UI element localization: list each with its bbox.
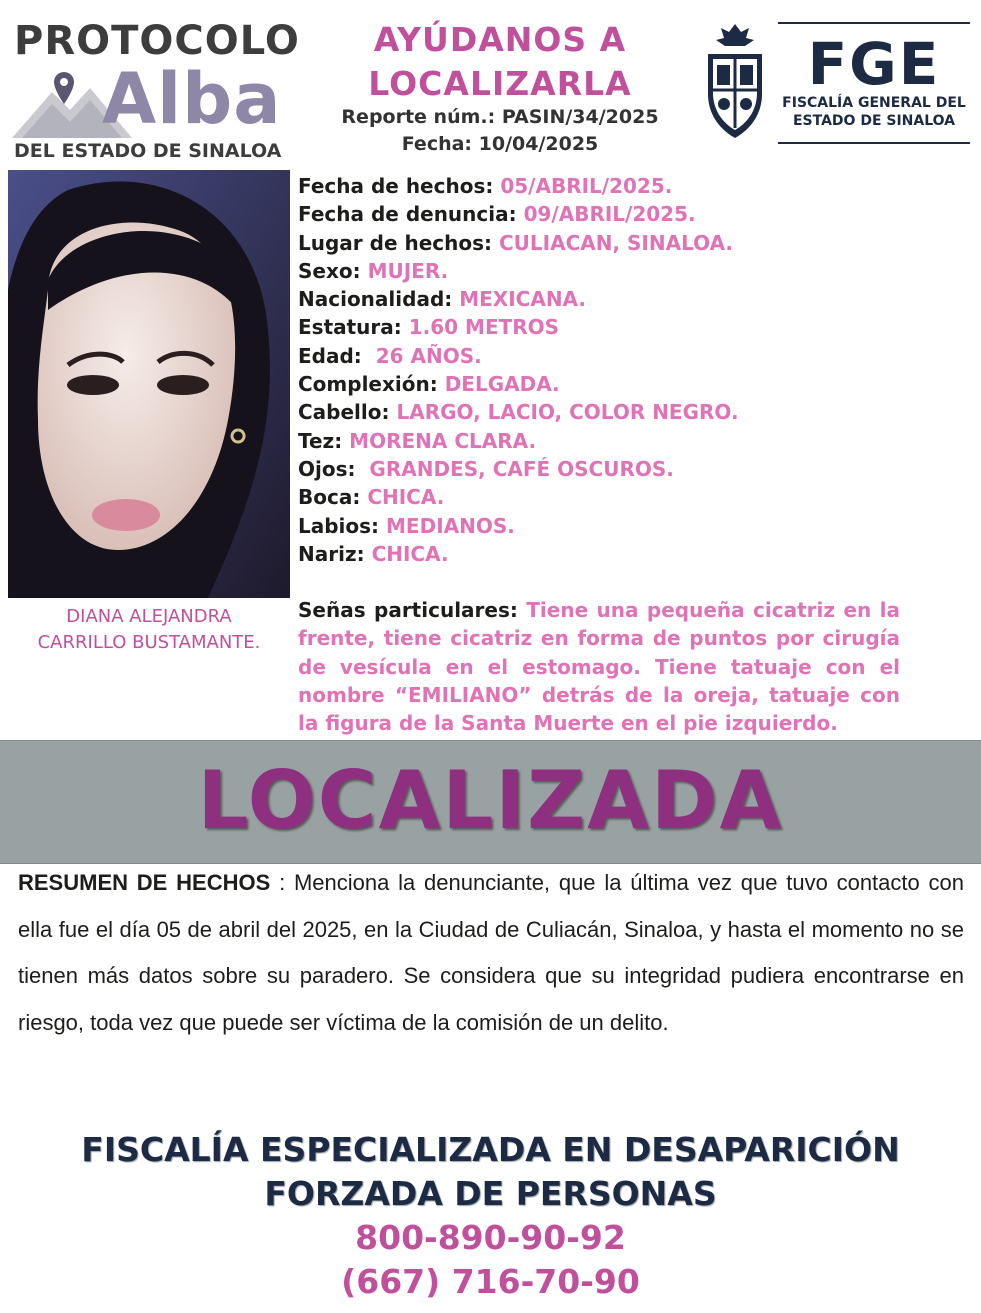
sinaloa-seal-icon (700, 20, 770, 142)
detail-label: Cabello: (298, 400, 390, 425)
summary-paragraph (18, 860, 964, 1046)
detail-row (298, 200, 958, 228)
detail-row (298, 398, 958, 426)
detail-row (298, 483, 958, 511)
detail-row (298, 257, 958, 285)
alba-wordmark: Alba (102, 58, 282, 140)
detail-label: Complexión: (298, 372, 438, 397)
person-photo (8, 170, 290, 598)
phone-number-2[interactable]: (667) 716-70-90 (341, 1262, 640, 1301)
portrait-image (8, 170, 290, 598)
help-title-line1: AYÚDANOS A (373, 20, 627, 59)
help-title (330, 18, 670, 106)
fge-subtitle-line1: FISCALÍA GENERAL DEL (782, 95, 966, 111)
alba-protocolo-text: PROTOCOLO (14, 18, 300, 64)
detail-label: Nacionalidad: (298, 287, 453, 312)
detail-row (298, 285, 958, 313)
person-name (8, 604, 290, 656)
footer-line2: FORZADA DE PERSONAS (264, 1174, 717, 1213)
detail-value: 26 AÑOS. (368, 343, 482, 368)
detail-row (298, 512, 958, 540)
detail-value: MORENA CLARA. (349, 428, 537, 453)
detail-label: Nariz: (298, 541, 365, 566)
summary-label: RESUMEN DE HECHOS (18, 870, 271, 895)
detail-label: Boca: (298, 485, 361, 510)
report-date: Fecha: 10/04/2025 (401, 133, 599, 155)
detail-label: Fecha de hechos: (298, 174, 494, 198)
help-title-line2: LOCALIZARLA (368, 64, 632, 103)
detail-value: LARGO, LACIO, COLOR NEGRO. (396, 400, 739, 425)
senas-label: Señas particulares: (298, 598, 518, 622)
detail-value: CHICA. (367, 485, 445, 510)
fge-subtitle-line2: ESTADO DE SINALOA (792, 113, 956, 129)
detail-label: Lugar de hechos: (298, 230, 493, 255)
detail-row (298, 427, 958, 455)
footer-title (0, 1128, 981, 1216)
detail-value: GRANDES, CAFÉ OSCUROS. (362, 456, 674, 481)
detail-value: MUJER. (367, 258, 449, 283)
detail-row (298, 370, 958, 398)
footer-line1: FISCALÍA ESPECIALIZADA EN DESAPARICIÓN (81, 1130, 900, 1169)
detail-value: 05/ABRIL/2025. (500, 174, 673, 198)
detail-label: Tez: (298, 428, 343, 453)
person-name-line1: DIANA ALEJANDRA (66, 606, 232, 627)
alba-subtitle: DEL ESTADO DE SINALOA (14, 140, 282, 162)
detail-value: MEDIANOS. (386, 513, 515, 538)
detail-label: Sexo: (298, 258, 361, 283)
detail-row (298, 172, 958, 200)
detail-label: Ojos: (298, 456, 356, 481)
detail-value: MEXICANA. (459, 287, 587, 312)
detail-row (298, 540, 958, 568)
person-details (298, 172, 958, 568)
detail-label: Estatura: (298, 315, 402, 340)
detail-value: 1.60 METROS (408, 315, 560, 340)
senas-value: Tiene una pequeña cicatriz en la frente, tiene cicatriz en forma de puntos por cirugía de vesícula en el estomago. Tiene tatuaje con el nombre “EMILIANO” detrás de la oreja, tatuaje con la figura de la Santa Muerte en el pie izquierdo. (298, 598, 900, 736)
detail-label: Edad: (298, 343, 362, 368)
report-info (330, 104, 670, 158)
detail-value: CULIACAN, SINALOA. (498, 230, 734, 255)
fge-subtitle (778, 94, 970, 130)
detail-label: Labios: (298, 513, 380, 538)
summary-separator: : (270, 870, 294, 895)
detail-row (298, 342, 958, 370)
detail-row (298, 229, 958, 257)
detail-value: CHICA. (371, 541, 449, 566)
phone-number-1[interactable]: 800-890-90-92 (355, 1218, 626, 1257)
detail-value: 09/ABRIL/2025. (523, 202, 696, 227)
status-text: LOCALIZADA (197, 754, 784, 847)
fge-title: FGE (807, 30, 941, 98)
detail-row (298, 455, 958, 483)
summary-text: Menciona la denunciante, que la última vez que tuvo contacto con ella fue el día 05 de abril del 2025, en la Ciudad de Culiacán, Sinaloa, y hasta el momento no se tienen más datos sobre su paradero. Se considera que su integridad pudiera encontrarse en riesgo, toda vez que puede ser víctima de la comisión de un delito. (18, 870, 965, 1035)
person-name-line2: CARRILLO BUSTAMANTE. (37, 632, 261, 653)
report-number: Reporte núm.: PASIN/34/2025 (341, 106, 659, 128)
distinguishing-marks (298, 596, 900, 737)
detail-label: Fecha de denuncia: (298, 202, 517, 227)
detail-value: DELGADA. (444, 372, 560, 397)
detail-row (298, 313, 958, 341)
